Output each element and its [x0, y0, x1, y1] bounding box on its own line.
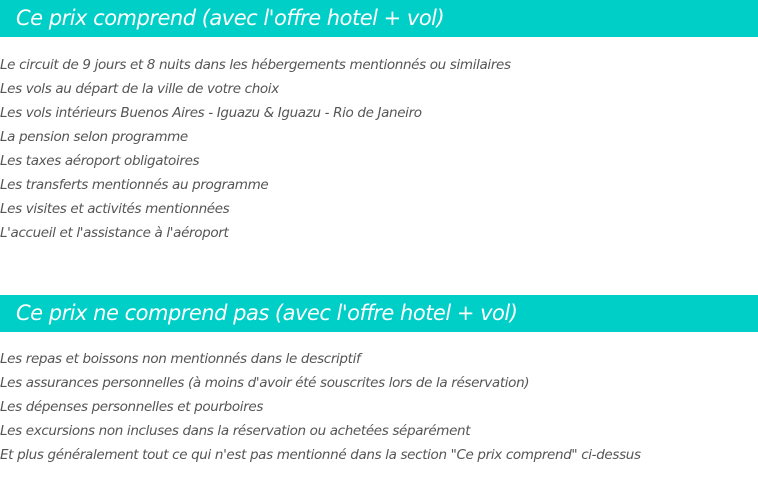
list-item: Les vols intérieurs Buenos Aires - Iguazu & Iguazu - Rio de Janeiro [0, 105, 422, 121]
list-item: Les vols au départ de la ville de votre choix [0, 81, 279, 97]
excluded-list [0, 347, 758, 467]
list-item: Les dépenses personnelles et pourboires [0, 399, 264, 415]
list-item: Les excursions non incluses dans la réservation ou achetées séparément [0, 423, 471, 439]
excluded-section [0, 295, 758, 467]
included-list [0, 53, 758, 245]
excluded-heading: Ce prix ne comprend pas (avec l'offre hotel + vol) [0, 295, 758, 332]
list-item: L'accueil et l'assistance à l'aéroport [0, 225, 229, 241]
list-item: Les assurances personnelles (à moins d'avoir été souscrites lors de la réservation) [0, 375, 530, 391]
list-item: Les visites et activités mentionnées [0, 201, 230, 217]
list-item: La pension selon programme [0, 129, 188, 145]
list-item: Les repas et boissons non mentionnés dans le descriptif [0, 351, 361, 367]
list-item: Et plus généralement tout ce qui n'est pas mentionné dans la section "Ce prix comprend" ci-dessus [0, 447, 641, 463]
list-item: Le circuit de 9 jours et 8 nuits dans les hébergements mentionnés ou similaires [0, 57, 511, 73]
list-item: Les taxes aéroport obligatoires [0, 153, 200, 169]
list-item: Les transferts mentionnés au programme [0, 177, 269, 193]
included-heading: Ce prix comprend (avec l'offre hotel + vol) [0, 0, 758, 37]
